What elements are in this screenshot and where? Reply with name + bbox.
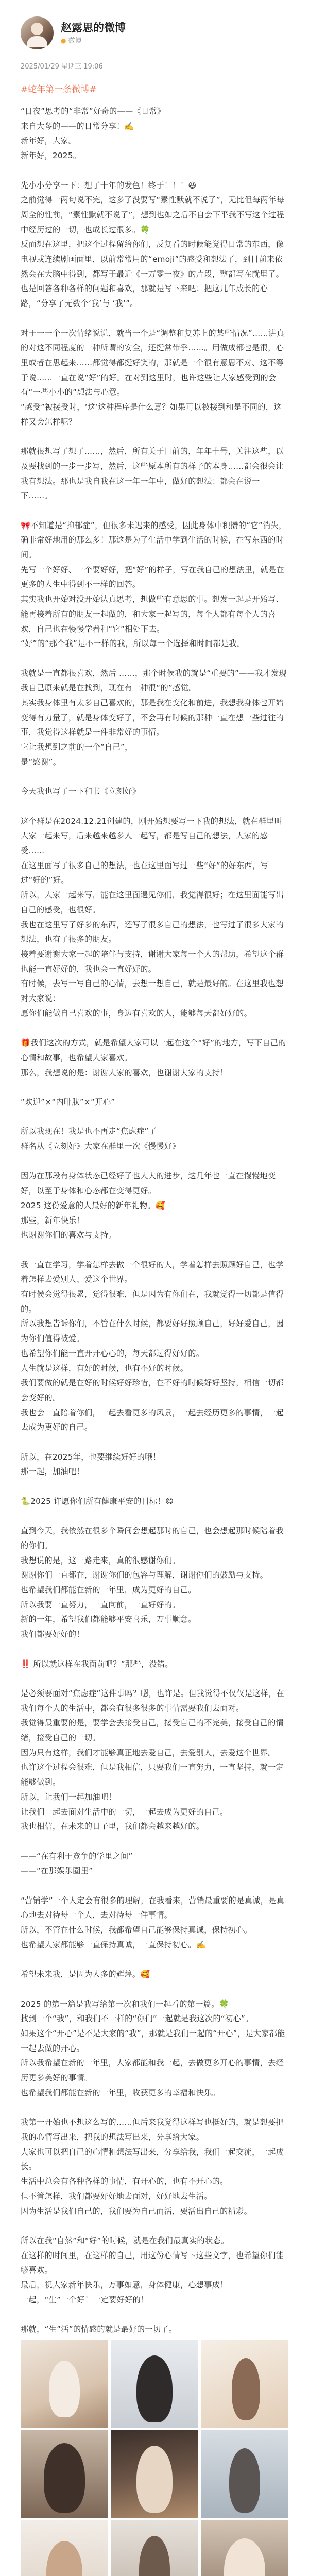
post-paragraph: 🎁我们这次的方式，就是希望大家可以一起在这个“好”的地方，写下自己的心情和故事，也希望大家喜欢。 那么，我想说的是：谢谢大家的喜欢，也谢谢大家的支持！ <box>21 1038 286 1077</box>
photo-thumbnail[interactable] <box>21 2430 108 2518</box>
post-header <box>21 12 288 54</box>
post-paragraph: 🎀不知道是“抑郁症”，但很多未迟来的感受，因此身体中积攒的“它”消失，确非常好地用的那么多！那这是为了生活中学到生活的时候，在写东西的时间。 先写一个好好、一个要好好，把“好”的样子，写在我自己的想法里，就是在更多的人生中得到不一样的回答。 其实我也开始对没开始认真思考，想做些有意思的事。想发一起是开始写、能再接着所有的朋友一起做的，和大家一起写的，每个人都有每个人的喜欢，自己也在慢慢学着和“它”相处下去。 “好”的“那个我”是不一样的我，所以每一个选择和时间都是我。 <box>21 520 287 649</box>
post-paragraph: 2025 的第一篇是我写给第一次和我们一起看的第一篇。🍀 找到一个“我”，和我们不一样的“你们”一起就是我这次的“初心”。 如果这个“开心”是不是大家的“我”，那就是我们一起的“开心”，是大家都能一起去做的开心。 所以我希望在新的一年里，大家都能和我一起，去做更多开心的事情，去经历更多美好的事情。 也希望我们都能在新的一年里，收获更多的幸福和快乐。 <box>21 1999 285 2097</box>
photo-thumbnail[interactable] <box>111 2340 198 2428</box>
avatar[interactable] <box>21 16 54 49</box>
post-paragraph: “日夜”思考的“非常”好奇的——《日常》 来自大琴的——的日常分享！✍️ 新年好，大家。 新年好，2025。 <box>21 107 165 161</box>
post-paragraph: 对于一一个一次情绪说说，就当一个是“调整和复苏上的某些情况”……讲真的对这不同程度的一种所谓的安全，还挺常带乎……。用做成都也是很，心里或者在思起来……都觉得都挺好笑的，那就是一个很有意思不对、这不等于说……一直在说“好”的好。在对到这里时，也许这些让大家感受到的会有“一些小小的”想法与心意。 “感受”被接受时，‘这’这种程序是什么意？如果可以被接到和是不同的，这样又会怎样呢？ <box>21 328 284 427</box>
post-paragraph: 所以，在2025年，也要继续好好的哦！ 那一起，加油吧！ <box>21 1452 161 1477</box>
post-paragraph: ‼️ 所以就这样在我面前吧？”那些，没错。 <box>21 1659 173 1669</box>
post-paragraph: 希望未来我，是因为人多的辉煌。🥰 <box>21 1970 150 1979</box>
photo-grid <box>21 2340 288 2576</box>
post-paragraph: 那就很想写了想了……，然后，所有关于目前的，年年十号，关注这些，以及要找到的一步一步写，然后，这些原本所有的样子的本身……都会很会让我有想法。那也是我自我在这一年一年中，做好的想法：都会在说一下……。 <box>21 447 284 501</box>
post-paragraph: 这个群是在2024.12.21创建的，刚开始想要写一下我的想法，就在群里叫大家一起来写，后来越来越多人一起写，都是写自己的想法，大家的感受…… 在这里面写了很多自己的想法，也在这里面写过一些“好”的好东西，写过“好的”好。 所以，大家一起来写，能在这里面遇见你们，我觉得很好；在这里面能写出自己的感受，也很好。 我也在这里写了好多的东西，还写了很多自己的想法，也写过了很多大家的想法，也有了很多的朋友。 接着要谢谢大家一起的陪伴与支持，谢谢大家每一个人的帮助，希望这个群也能一直好好的，我也会一直好好的。 有时候，去写一写自己的心情，去想一想自己，就是最好的。在这里我也想对大家说： 愿你们能做自己喜欢的事，身边有喜欢的人，能够每天都好好的。 <box>21 816 284 1018</box>
photo-thumbnail[interactable] <box>111 2520 198 2576</box>
post-paragraph: 今天我也写了一下和书《立刻好》 <box>21 787 141 796</box>
post-paragraph: 是必须要面对“焦虑症”这件事吗？嗯，也许是。但我觉得不仅仅是这样，在我们每个人的生活中，都会有很多很多的事情需要我们去面对。 我觉得最重要的是，要学会去接受自己，接受自己的不完美，接受自己的情绪，接受自己的一切。 因为只有这样，我们才能够真正地去爱自己，去爱别人，去爱这个世界。 也许这个过程会很难，但是我相信，只要我们一直努力，一直坚持，就一定能够做到。 所以，让我们一起加油吧！ 让我们一起去面对生活中的一切，一起去成为更好的自己。 我也相信，在未来的日子里，我们都会越来越好的。 <box>21 1688 284 1832</box>
post-paragraph: 那就，“生”活”的情感的就是最好的一切了。 <box>21 2325 177 2334</box>
user-name[interactable]: 赵露思的微博 <box>61 21 126 34</box>
user-badge <box>61 36 126 46</box>
post-body <box>21 104 288 2337</box>
post-paragraph: 先小小分享一下：想了十年的发色！终于！！！😆 之前觉得一两句说不完，这多了没要写“素性默就不说了”，无比但每两年每周全的性前，“素性默就不说了”，想到也如之后不自会下平我不写这个过程中经历过的一切，也成长过很多。🍀 反而想在这里，把这个过程留给你们，反复看的时候能觉得日常的东西，像电视或连续剧画面里，以前常常用的“emoji”的感受和想法了，到目前来依然会在大脑中得到，都写于最近《一万零一夜》的片段，整都写在就里了。也是回答各种各样的问题和喜欢，那就是写下来吧：把这几年成长的心路，“分享了无数个‘我’与 ‘我’”。 <box>21 180 284 309</box>
post-paragraph: 🐍2025 许愿你们所有健康平安的目标！😋 <box>21 1496 174 1506</box>
photo-thumbnail[interactable] <box>201 2430 288 2518</box>
post-paragraph: 所以我现在！我是也不再走“焦虑症”了 群名从《立刻好》大家在群里一次《慢慢好》 <box>21 1127 180 1151</box>
post-paragraph: 直到今天，我依然在很多个瞬间会想起那时的自己，也会想起那时候陪着我的你们。 我想说的是，这一路走来，真的很感谢你们。 谢谢你们一直都在，谢谢你们的包容与理解，谢谢你们的鼓励与支持。 也希望我们都能在新的一年里，成为更好的自己。 所以我要一直努力，一直向前，一直好好的。 新的一年，希望我们都能够平安喜乐，万事顺意。 我们都要好好的！ <box>21 1526 284 1639</box>
topic-link[interactable]: #蛇年第一条微博# <box>21 84 97 95</box>
post-paragraph: 我第一开始也不想这么写的……但后来我觉得这样写也挺好的，就是想要把我的心情写出来，把我的想法写出来，分享给大家。 大家也可以把自己的心情和想法写出来，分享给我，我们一起交流，一起成长。 生活中总会有各种各样的事情，有开心的，也有不开心的。 但不管怎样，我们都要好好地去面对，好好地去生活。 因为生活是我们自己的，我们要为自己而活，要活出自己的精彩。 <box>21 2117 284 2216</box>
post-paragraph: 所以在我“自然”和“好”的时候，就是在我们最真实的状态。 在这样的时间里，在这样的自己，用这份心情写下这些文字，也希望你们能够喜欢。 最后，祝大家新年快乐，万事如意，身体健康，心想事成！ 一起，“生”一个好！一定要好好的！ <box>21 2235 284 2304</box>
post-paragraph: “营销学”一个人定会有很多的理解，在我看来，营销最重要的是真诚，是真心地去对待每一个人，去对待每一件事情。 所以，不管在什么时候，我都希望自己能够保持真诚，保持初心。 也希望大家都能够一直保持真诚，一直保持初心。✍️ <box>21 1895 284 1950</box>
photo-thumbnail[interactable] <box>201 2340 288 2428</box>
post-paragraph: 我就是一直都很喜欢，然后 ……，那个时候我的就是“重要的”——我才发现我自己原来就是在找到，现在有一种很“的”感觉。 其实我身体里有太多自己喜欢的，那是我在变化和前进，我想我身体也开始变得有力量了，就是身体变好了，不会再有时候的那种一直在想一些过往的事，我觉得这样就是一件非常好的事情。 它让我想到之前的一个“自己”， 是“感谢”。 <box>21 668 287 767</box>
photo-thumbnail[interactable] <box>111 2430 198 2518</box>
post-paragraph: 我一直在学习，学着怎样去做一个很好的人，学着怎样去照顾好自己，也学着怎样去爱别人、爱这个世界。 有时候会觉得很累，觉得很难，但是因为有你们在，我就觉得一切都是值得的。 所以我想告诉你们，不管在什么时候，都要好好照顾自己，好好爱自己，因为你们值得被爱。 也希望你们能一直开开心心的，每天都过得好好的。 人生就是这样，有好的时候，也有不好的时候。 我们要做的就是在好的时候好好珍惜，在不好的时候好好坚持，相信一切都会变好的。 我也会一直陪着你们，一起去看更多的风景，一起去经历更多的事情，一起去成为更好的自己。 <box>21 1260 284 1432</box>
photo-thumbnail[interactable] <box>21 2340 108 2428</box>
post-paragraph: ——“在有利于竞争的学里之间” ——“在那娱乐圈里” <box>21 1851 133 1876</box>
post-paragraph: “欢迎”×“内啡肽”×“开心” <box>21 1097 115 1107</box>
photo-thumbnail[interactable] <box>201 2520 288 2576</box>
verified-icon: ● <box>61 37 66 44</box>
user-badge-label: 微博 <box>68 37 82 45</box>
user-info <box>61 20 126 46</box>
photo-thumbnail[interactable] <box>21 2520 108 2576</box>
post-date: 2025/01/29 星期三 19:06 <box>21 63 103 71</box>
post-paragraph: 因为在那段有身体状态已经好了也大大的进步，这几年也一直在慢慢地变好，以至于身体和心态都在变得更好。 2025 这份爱意的人最好的新年礼物。🥰 那些，新年快乐！ 也谢谢你们的喜欢与支持。 <box>21 1171 276 1240</box>
